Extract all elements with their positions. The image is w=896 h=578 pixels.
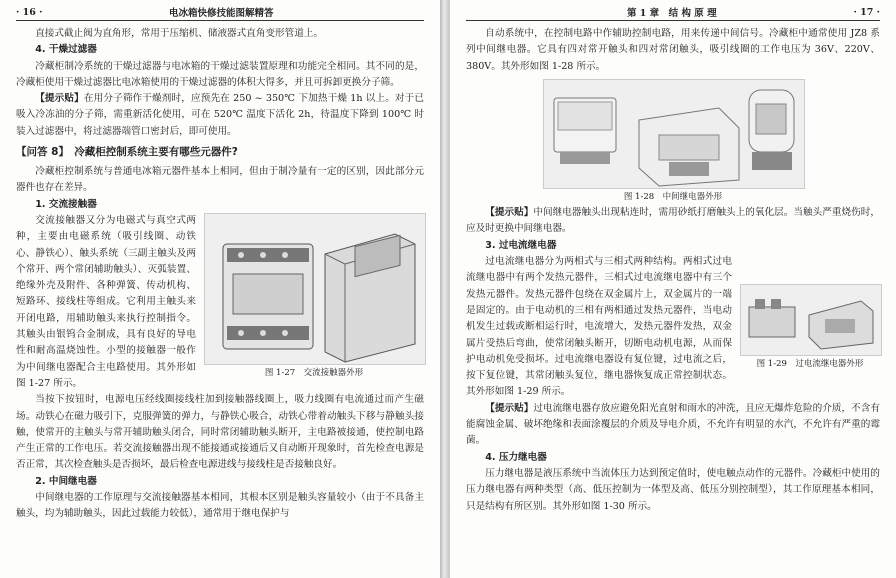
paragraph: 压力继电器是液压系统中当流体压力达到预定值时，使电触点动作的元器件。冷藏柜中使用的压力继电器有两种类型（高、低压控制为一体型及高、低压分别控制型），其工作原理基本相同，只是结构有所区别。其外形如图 1-30 所示。 [466,467,880,512]
tip-paragraph [466,401,880,450]
book-gutter [440,0,450,578]
section-heading-overcurrent: 3. 过电流继电器 [485,239,557,251]
figure-1-28 [543,79,803,205]
overcurrent-relay-photo [740,284,882,356]
paragraph: 冷藏柜制冷系统的干燥过滤器与电冰箱的干燥过滤装置原理和功能完全相同。其不同的是，冷藏柜使用干燥过滤器比电冰箱使用的干燥过滤器的体积大得多，并且可拆卸更换分子筛。 [16,60,424,88]
paragraph: 自动系统中，在控制电路中作辅助控制电路，用来传递中间信号。冷藏柜中通常使用 JZ8 系列中间继电器。它具有四对常开触头和四对常闭触头，吸引线圈的工作电压为 36V、220V、380V。其外形如图 1-28 所示。 [466,28,880,72]
right-page-number: · 17 · [853,6,880,18]
left-page [0,0,440,578]
contactor-illustration [205,214,425,364]
paragraph: 当按下按钮时，电源电压经线圈接线柱加到接触器线圈上，吸力线圈有电流通过而产生磁场。动铁心在磁力吸引下，克服弹簧的弹力，与静铁心吸合，动铁心带着动触头下移与静触头接触，使常开的主触头与常开辅助触头闭合，同时常闭辅助触头断开，主电路被接通，使控制电路产生正常的工作电压。若交流接触器出现不能接通或接通后又自动断开现象时，首先检查电源是否正常，其次检查触头是否损坏，最后检查电源进线与接线柱是否接触良好。 [16,394,424,471]
right-page [450,0,896,578]
relay-illustration [544,80,804,188]
figure-caption: 图 1-27 交流接触器外形 [264,367,364,378]
tip-paragraph [466,205,880,238]
paragraph: 交流接触器又分为电磁式与真空式两种，主要由电磁系统（吸引线圈、动铁心、静铁心）、触头系统（三副主触头及两个常开、两个常闭辅助触头）、灭弧装置、绝缘外壳及附件、各种弹簧、传动机构、短路环、接线柱等组成。它利用主触头来开闭电路，用辅助触头来执行控制指令。其触头由银钨合金制成，具有良好的导电性和耐高温烧蚀性。小型的接触器一般作为中间继电器配合主电路使用。其外形如图 1-27 所示。 [16,214,196,389]
overcurrent-relay-illustration [741,285,881,355]
left-page-header [16,4,424,21]
figure-caption: 图 1-28 中间继电器外形 [623,191,723,202]
question-heading: 【问答 8】 冷藏柜控制系统主要有哪些元器件? [16,146,238,159]
right-page-header [466,4,880,21]
paragraph: 冷藏柜控制系统与普通电冰箱元器件基本上相同，但由于制冷量有一定的区别，因此部分元器件也存在差异。 [16,166,424,194]
tip-text: 中间继电器触头出现粘连时，需用砂纸打磨触头上的氧化层。当触头严重烧伤时，应及时更换中间继电器。 [466,207,881,235]
contactor-photo [204,213,426,365]
tip-paragraph [16,91,424,140]
tip-label: 【提示贴】 [485,207,534,219]
tip-text: 在用分子筛作干燥剂时，应预先在 250 ~ 350℃ 下加热干燥 1h 以上。对于已吸入冷冻油的分子筛，需重新活化使用，可在 520℃ 温度下活化 2h，待温度下降到 100℃ 时装入过滤器中，将过滤器端管口密封后，即可使用。 [16,93,424,137]
left-page-body [16,26,424,523]
right-running-title: 第 1 章 结 构 原 理 [626,8,717,19]
left-running-title: 电冰箱快修技能图解精答 [168,8,274,19]
paragraph: 中间继电器的工作原理与交流接触器基本相同，其根本区别是触头容量较小（由于不具备主触头，均为辅助触头，因此过载能力较低），通常用于继电保护与 [16,492,424,520]
figure-caption: 图 1-29 过电流继电器外形 [756,359,864,370]
section-heading-pressure: 4. 压力继电器 [485,451,547,463]
tip-text: 过电流继电器存放应避免阳光直射和雨水的冲洗，且应无爆炸危险的介质，不含有能腐蚀金属、破坏绝缘和表面涂覆层的介质及导电介质，不允许有明显的水汽，不允许有严重的霉菌。 [466,402,881,447]
relay-photo [543,79,805,189]
tip-label: 【提示贴】 [485,402,534,414]
figure-1-29 [740,284,880,372]
left-page-number: · 16 · [16,6,43,18]
tip-label: 【提示贴】 [35,93,84,105]
paragraph: 直接式截止阀为直角形，常用于压缩机、储液器式直角变形管道上。 [35,28,323,39]
section-heading-contactor: 1. 交流接触器 [35,198,97,210]
section-heading-relay: 2. 中间继电器 [35,475,97,487]
right-page-body [466,26,880,515]
figure-1-27 [204,213,424,381]
section-heading-dryer: 4. 干燥过滤器 [35,44,97,56]
paragraph: 过电流继电器分为两相式与三相式两种结构。两相式过电流继电器中有两个发热元器件，三相式过电流继电器中有三个发热元器件。发热元器件包绕在双金属片上，双金属片的一端是固定的。由于电动机的三相有两相通过发热元器件，当电动机发生过载或断相运行时，电流增大，发热元器件发热，双金属片受热后弯曲，使常闭触头断开，切断电动机电源，从而保护电动机免受损坏。过电流继电器设有复位键，过电流之后，按下复位键，其常闭触头复位，继电器恢复成正常控制状态。其外形如图 1-29 所示。 [466,256,732,398]
